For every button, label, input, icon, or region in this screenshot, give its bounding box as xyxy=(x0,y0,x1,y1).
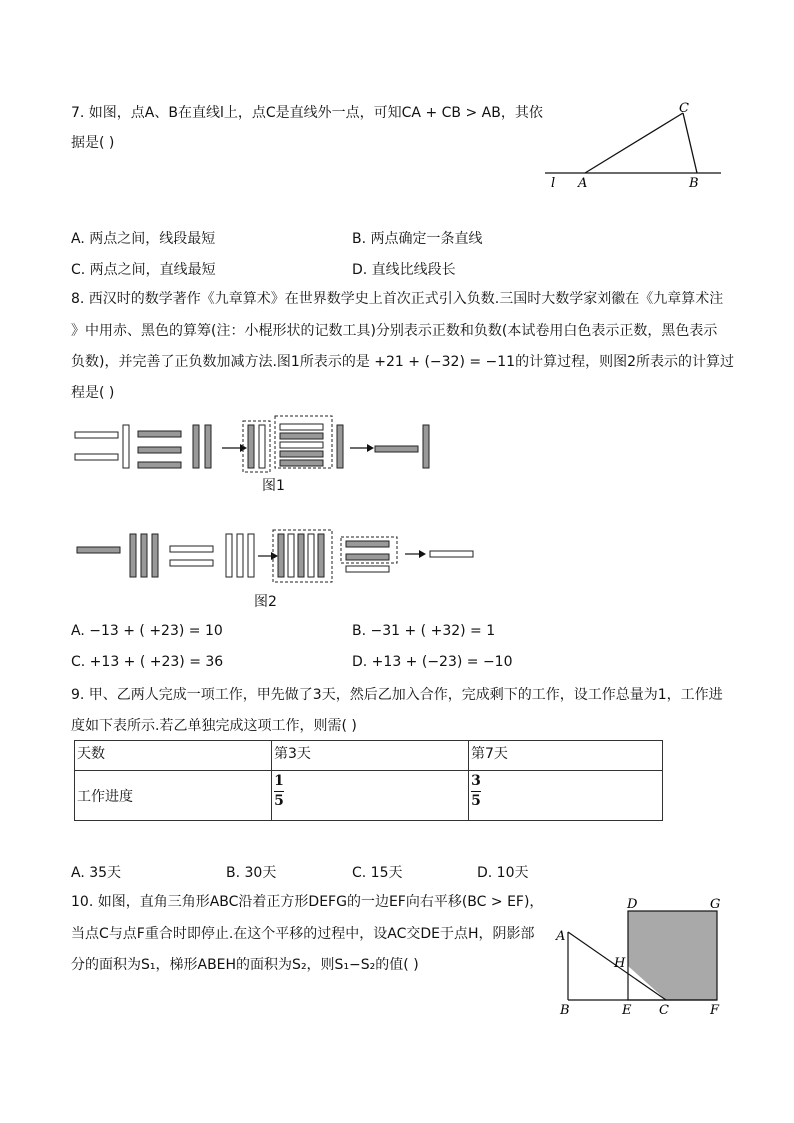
table-row xyxy=(75,771,663,821)
label-a: A xyxy=(556,929,566,944)
label-g: G xyxy=(710,897,721,912)
q8-option-c[interactable]: C. +13 + ( +23) = 36 xyxy=(71,654,224,670)
label-b: B xyxy=(689,176,699,191)
label-b: B xyxy=(560,1003,570,1018)
q7-option-b[interactable]: B. 两点确定一条直线 xyxy=(352,231,483,247)
label-l: l xyxy=(551,176,556,191)
table-header-row xyxy=(75,741,663,771)
q8-stem-line1: 8. 西汉时的数学著作《九章算术》在世界数学史上首次正式引入负数.三国时大数学家刘徽在《九章算术注 xyxy=(71,291,724,307)
segment-cb xyxy=(683,113,697,173)
segment-ca xyxy=(585,113,683,173)
q10-stem-line1: 10. 如图，直角三角形ABC沿着正方形DEFG的一边EF向右平移(BC > EF)， xyxy=(71,894,544,910)
fraction-day3: $\frac{1}{5}$ xyxy=(274,773,284,809)
q9-stem-line2: 度如下表所示.若乙单独完成这项工作，则需( ) xyxy=(71,718,357,734)
table-row-label: 工作进度 xyxy=(75,771,272,821)
q7-option-c[interactable]: C. 两点之间，直线最短 xyxy=(71,262,216,278)
q8-stem-line4: 程是( ) xyxy=(71,385,115,401)
q8-option-a[interactable]: A. −13 + ( +23) = 10 xyxy=(71,623,223,639)
q9-stem-line1: 9. 甲、乙两人完成一项工作，甲先做了3天，然后乙加入合作，完成剩下的工作，设工作总量为1，工作进 xyxy=(71,687,723,703)
label-f: F xyxy=(710,1003,720,1018)
q8-figure1 xyxy=(70,412,450,477)
q8-option-d[interactable]: D. +13 + (−23) = −10 xyxy=(352,654,513,670)
table-cell xyxy=(469,771,663,821)
q8-figure2 xyxy=(70,526,490,586)
label-c: C xyxy=(659,1003,669,1018)
label-a: A xyxy=(578,176,588,191)
table-header-cell: 第7天 xyxy=(469,741,663,771)
q9-option-a[interactable]: A. 35天 xyxy=(71,865,122,881)
fraction-day7: $\frac{3}{5}$ xyxy=(471,773,481,809)
table-cell xyxy=(272,771,469,821)
q10-stem-line2: 当点C与点F重合时即停止.在这个平移的过程中，设AC交DE于点H，阴影部 xyxy=(71,926,535,942)
q9-option-c[interactable]: C. 15天 xyxy=(352,865,403,881)
q8-stem-line2: 》中用赤、黑色的算筹(注：小棍形状的记数工具)分别表示正数和负数(本试卷用白色表示正数，黑色表示 xyxy=(71,323,718,339)
q8-stem-line3: 负数)，并完善了正负数加减方法.图1所表示的是 +21 + (−32) = −11的计算过程，则图2所表示的计算过 xyxy=(71,354,734,370)
label-c: C xyxy=(679,101,689,116)
q8-option-b[interactable]: B. −31 + ( +32) = 1 xyxy=(352,623,496,639)
q9-progress-table xyxy=(74,740,663,821)
label-h: H xyxy=(614,956,626,971)
q8-figure2-caption: 图2 xyxy=(254,594,277,610)
table-header-cell: 第3天 xyxy=(272,741,469,771)
q7-figure xyxy=(545,98,725,193)
q7-option-a[interactable]: A. 两点之间，线段最短 xyxy=(71,231,216,247)
q7-option-d[interactable]: D. 直线比线段长 xyxy=(352,262,456,278)
table-header-cell: 天数 xyxy=(75,741,272,771)
q7-stem-line1: 7. 如图，点A、B在直线l上，点C是直线外一点，可知CA + CB > AB，其依 xyxy=(71,105,543,121)
q8-figure1-caption: 图1 xyxy=(262,478,285,494)
shaded-region xyxy=(628,911,717,1000)
label-d: D xyxy=(627,897,638,912)
q9-option-b[interactable]: B. 30天 xyxy=(226,865,277,881)
q10-figure xyxy=(550,890,730,1025)
q7-stem-line2: 据是( ) xyxy=(71,135,115,151)
q9-option-d[interactable]: D. 10天 xyxy=(477,865,529,881)
label-e: E xyxy=(622,1003,632,1018)
q10-stem-line3: 分的面积为S₁，梯形ABEH的面积为S₂，则S₁−S₂的值( ) xyxy=(71,957,419,973)
